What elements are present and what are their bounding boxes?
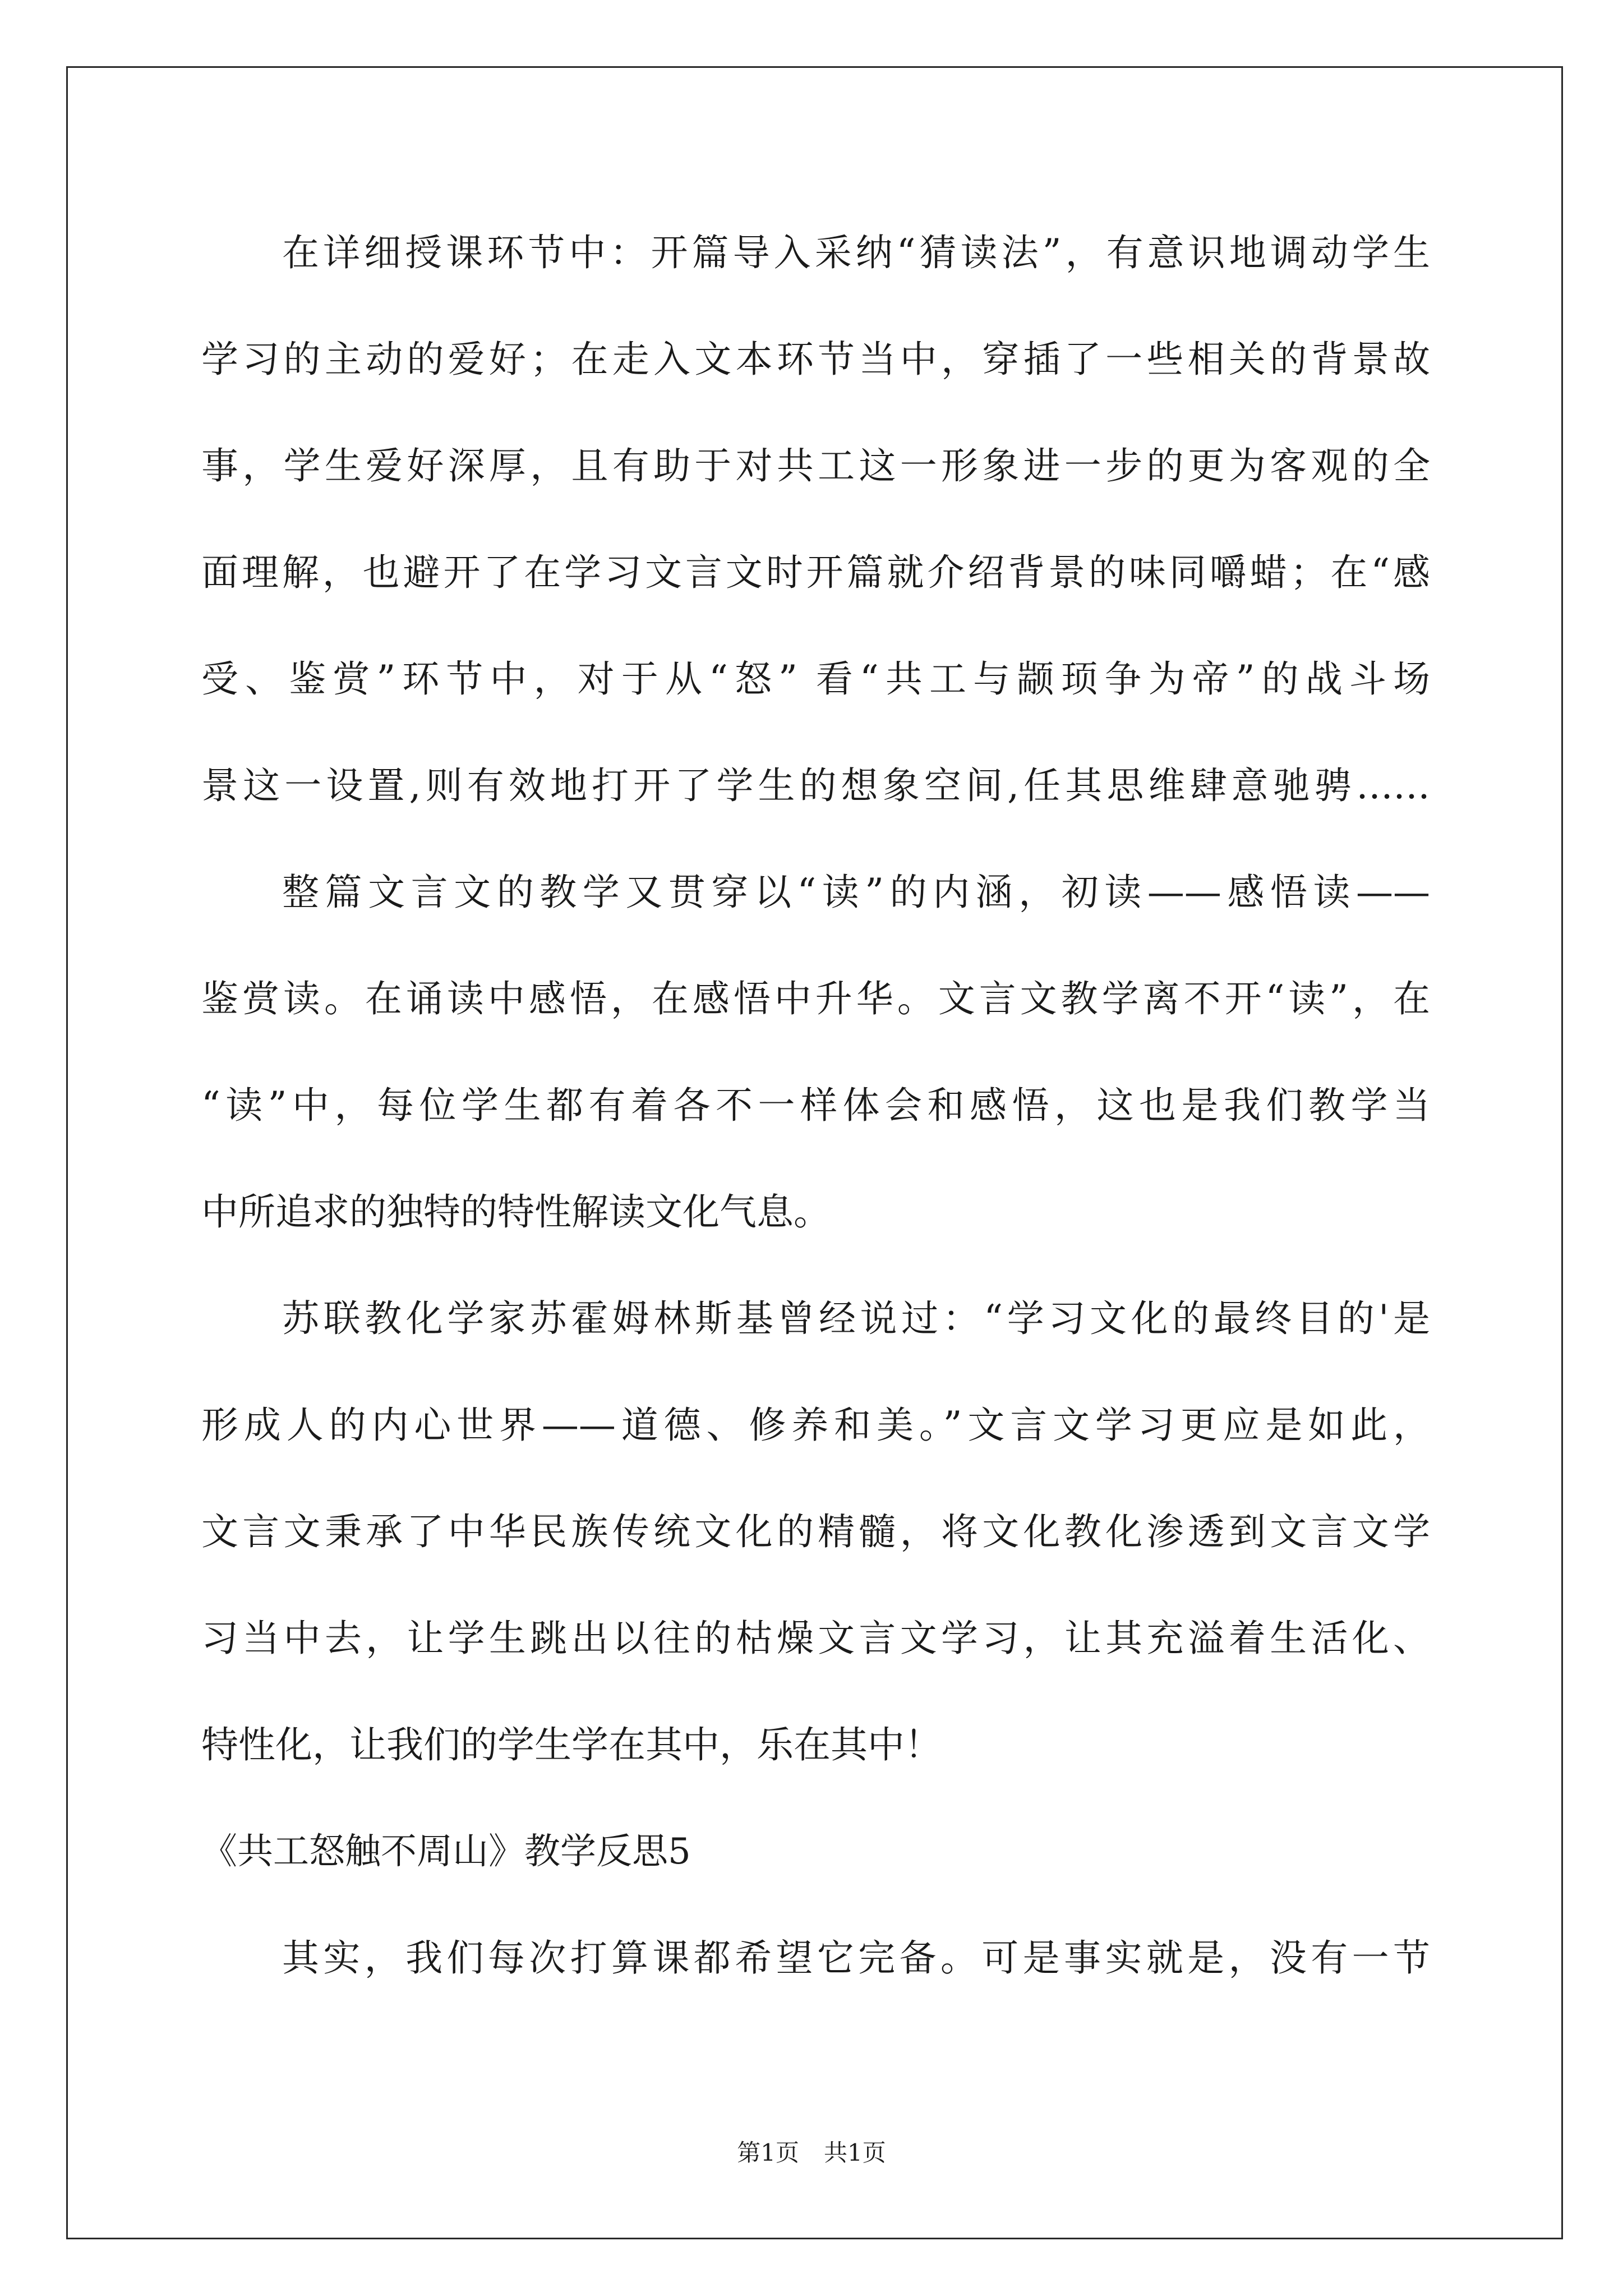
paragraph-line: 文言文秉承了中华民族传统文化的精髓，将文化教化渗透到文言文学 [201,1510,1430,1553]
paragraph-line: 其实，我们每次打算课都希望它完备。可是事实就是，没有一节 [282,1936,1430,1980]
document-body [201,200,1430,2012]
page-total: 共1页 [824,2139,886,2166]
page-footer [0,2137,1623,2169]
paragraph-line: 景这一设置,则有效地打开了学生的想象空间,任其思维肆意驰骋…… [201,764,1430,807]
section-heading: 《共工怒触不周山》教学反思5 [201,1831,691,1872]
paragraph-line: 鉴赏读。在诵读中感悟，在感悟中升华。文言文教学离不开“读”，在 [201,977,1430,1020]
paragraph-line: 习当中去，让学生跳出以往的枯燥文言文学习，让其充溢着生活化、 [201,1617,1430,1660]
page-number: 第1页 [737,2139,799,2166]
paragraph-line: 特性化，让我们的学生学在其中，乐在其中！ [201,1723,942,1766]
paragraph-line: 受、鉴赏”环节中，对于从“怒” 看“共工与颛顼争为帝”的战斗场 [201,657,1430,701]
paragraph-line: 在详细授课环节中：开篇导入采纳“猜读法”，有意识地调动学生 [282,231,1430,274]
paragraph-line: 形成人的内心世界——道德、修养和美。”文言文学习更应是如此， [201,1404,1430,1447]
paragraph-line: 事，学生爱好深厚，且有助于对共工这一形象进一步的更为客观的全 [201,444,1430,487]
paragraph-line: “读”中，每位学生都有着各不一样体会和感悟，这也是我们教学当 [201,1084,1430,1127]
paragraph-line: 学习的主动的爱好；在走入文本环节当中，穿插了一些相关的背景故 [201,338,1430,381]
paragraph-line: 整篇文言文的教学又贯穿以“读”的内涵，初读——感悟读—— [282,871,1430,914]
paragraph-line: 面理解，也避开了在学习文言文时开篇就介绍背景的味同嚼蜡；在“感 [201,551,1430,594]
paragraph-line: 苏联教化学家苏霍姆林斯基曾经说过：“学习文化的最终目的'是 [282,1297,1430,1340]
paragraph-line: 中所追求的独特的特性解读文化气息。 [201,1190,831,1234]
